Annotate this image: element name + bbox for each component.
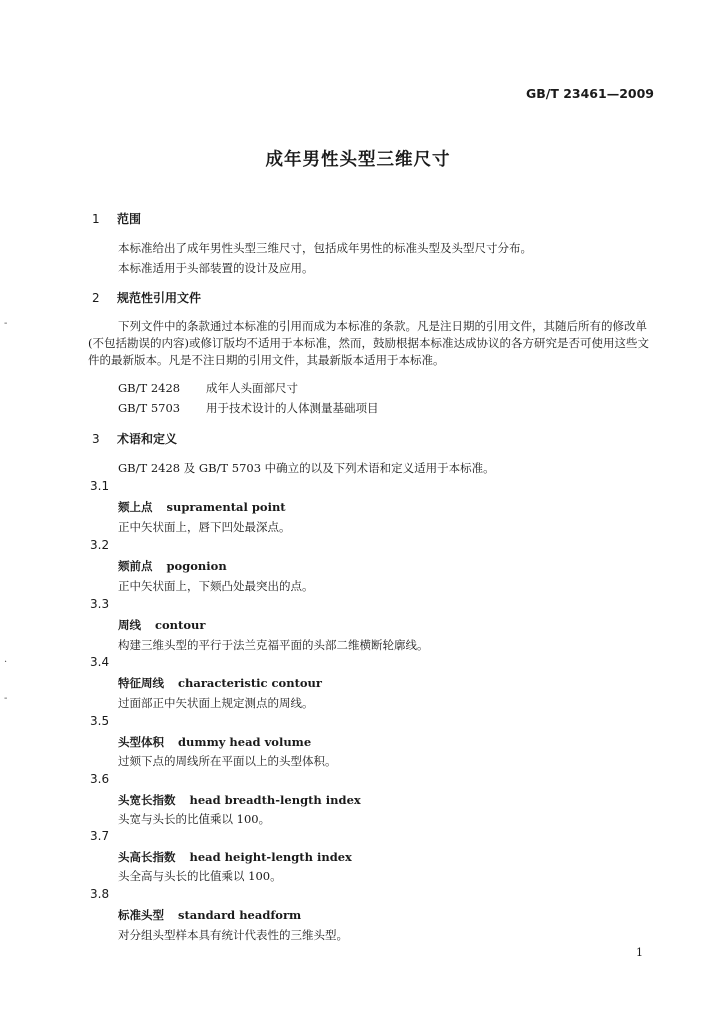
term-entry [118, 675, 322, 691]
term-definition: 构建三维头型的平行于法兰克福平面的头部二维横断轮廓线。 [118, 638, 429, 652]
term-definition: 对分组头型样本具有统计代表性的三维头型。 [118, 928, 348, 942]
term-number: 3.1 [90, 479, 110, 493]
term-zh: 头高长指数 [118, 850, 176, 864]
term-entry [118, 734, 311, 750]
term-zh: 标准头型 [118, 908, 164, 922]
term-zh: 特征周线 [118, 676, 164, 690]
document-title: 成年男性头型三维尺寸 [265, 150, 451, 170]
term-en: head breadth-length index [189, 793, 361, 807]
reference-code: GB/T 2428 [118, 381, 181, 395]
term-entry [118, 792, 361, 808]
term-zh: 头宽长指数 [118, 793, 176, 807]
reference-row [118, 380, 298, 396]
section-number: 3 [92, 432, 100, 446]
term-zh: 颏前点 [118, 559, 153, 573]
term-definition: 头宽与头长的比值乘以 100。 [118, 812, 271, 826]
reference-title: 用于技术设计的人体测量基础项目 [206, 401, 379, 415]
page-number: 1 [636, 946, 643, 959]
scan-mark: · [4, 657, 8, 668]
term-en: contour [155, 618, 206, 632]
term-en: characteristic contour [178, 676, 322, 690]
section-number: 2 [92, 291, 100, 305]
term-en: pogonion [166, 559, 227, 573]
term-entry [118, 558, 227, 574]
section-number: 1 [92, 212, 100, 226]
scope-paragraph-2: 本标准适用于头部装置的设计及应用。 [118, 261, 314, 275]
standard-code: GB/T 23461—2009 [525, 86, 654, 101]
term-number: 3.2 [90, 538, 110, 552]
section-terms-heading [92, 430, 177, 447]
term-zh: 头型体积 [118, 735, 164, 749]
reference-title: 成年人头面部尺寸 [206, 381, 298, 395]
term-en: standard headform [178, 908, 302, 922]
section-title: 术语和定义 [117, 432, 178, 446]
term-zh: 颏上点 [118, 500, 153, 514]
section-normative-heading [92, 289, 201, 306]
normative-paragraph [88, 318, 653, 369]
scan-mark: - [4, 693, 8, 704]
section-title: 范围 [117, 212, 142, 226]
term-entry [118, 907, 301, 923]
term-number: 3.8 [90, 887, 110, 901]
term-definition: 正中矢状面上，下颏凸处最突出的点。 [118, 579, 314, 593]
section-title: 规范性引用文件 [117, 291, 202, 305]
term-number: 3.4 [90, 655, 110, 669]
term-definition: 正中矢状面上，唇下凹处最深点。 [118, 520, 291, 534]
scan-mark: - [4, 318, 8, 329]
term-en: supramental point [166, 500, 286, 514]
term-number: 3.7 [90, 829, 110, 843]
term-definition: 过颏下点的周线所在平面以上的头型体积。 [118, 754, 337, 768]
normative-paragraph-text: 下列文件中的条款通过本标准的引用而成为本标准的条款。凡是注日期的引用文件，其随后所有的修改单(不包括勘误的内容)或修订版均不适用于本标准，然而，鼓励根据本标准达成协议的各方研究是否可使用这些文件的最新版本。凡是不注日期的引用文件，其最新版本适用于本标准。 [88, 319, 649, 367]
term-entry [118, 849, 352, 865]
reference-row [118, 400, 379, 416]
scope-paragraph-1: 本标准给出了成年男性头型三维尺寸，包括成年男性的标准头型及头型尺寸分布。 [118, 241, 532, 255]
term-entry [118, 499, 286, 515]
term-zh: 周线 [118, 618, 141, 632]
section-scope-heading [92, 210, 141, 227]
reference-code: GB/T 5703 [118, 401, 181, 415]
term-number: 3.6 [90, 772, 110, 786]
term-number: 3.5 [90, 714, 110, 728]
term-definition: 过面部正中矢状面上规定测点的周线。 [118, 696, 314, 710]
term-en: dummy head volume [178, 735, 312, 749]
term-definition: 头全高与头长的比值乘以 100。 [118, 869, 282, 883]
term-en: head height-length index [189, 850, 352, 864]
terms-intro: GB/T 2428 及 GB/T 5703 中确立的以及下列术语和定义适用于本标准。 [118, 461, 495, 475]
term-entry [118, 617, 205, 633]
term-number: 3.3 [90, 597, 110, 611]
